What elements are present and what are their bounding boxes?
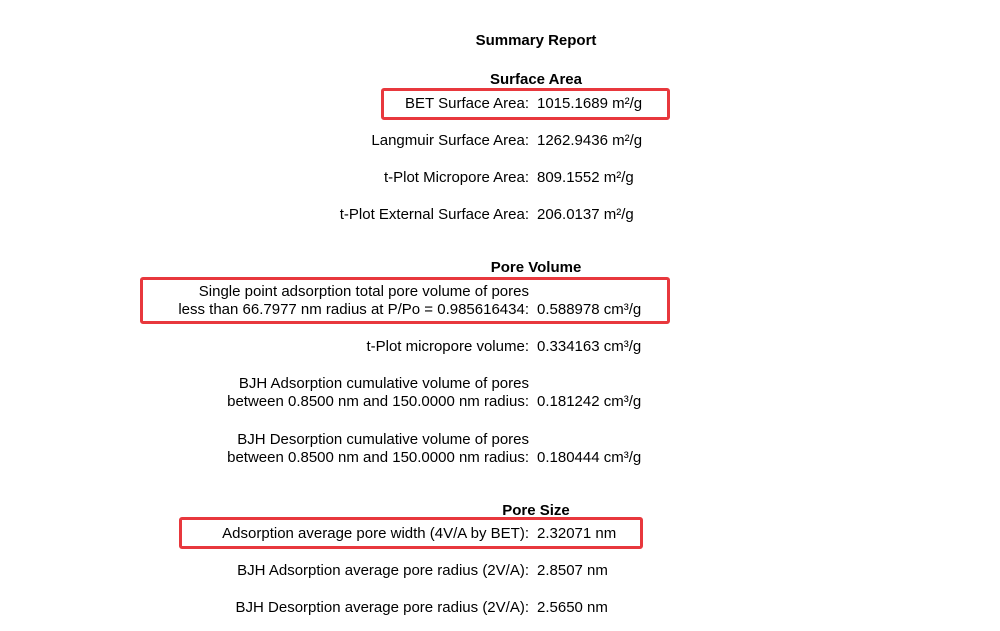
tplot-micropore-area-value: 809.1552 m²/g	[537, 169, 634, 186]
tplot-external-surface-area-label: t-Plot External Surface Area:	[339, 206, 529, 223]
bjh-desorption-pore-radius-label: BJH Desorption average pore radius (2V/A):	[235, 599, 529, 616]
single-point-volume-label-line1: Single point adsorption total pore volume of pores	[198, 283, 529, 300]
adsorption-pore-width-value: 2.32071 nm	[537, 525, 617, 542]
pore-volume-heading: Pore Volume	[490, 259, 582, 276]
bjh-adsorption-pore-radius-label: BJH Adsorption average pore radius (2V/A):	[237, 562, 529, 579]
single-point-volume-value: 0.588978 cm³/g	[537, 301, 642, 318]
bjh-desorption-volume-label-line1: BJH Desorption cumulative volume of pores	[237, 431, 529, 448]
bjh-desorption-volume-row	[0, 431, 1000, 467]
tplot-micropore-volume-row	[0, 338, 1000, 356]
bjh-adsorption-volume-label-line2: between 0.8500 nm and 150.0000 nm radius:	[227, 393, 529, 410]
bet-surface-area-value: 1015.1689 m²/g	[537, 95, 643, 112]
bet-surface-area-row	[0, 95, 1000, 113]
surface-area-heading: Surface Area	[490, 71, 582, 88]
bjh-desorption-volume-label-line2: between 0.8500 nm and 150.0000 nm radius:	[227, 449, 529, 466]
bet-surface-area-label: BET Surface Area:	[405, 95, 529, 112]
langmuir-surface-area-row	[0, 132, 1000, 150]
tplot-external-surface-area-value: 206.0137 m²/g	[537, 206, 634, 223]
tplot-micropore-area-row	[0, 169, 1000, 187]
tplot-micropore-volume-value: 0.334163 cm³/g	[537, 338, 642, 355]
bjh-desorption-pore-radius-row	[0, 599, 1000, 617]
langmuir-surface-area-value: 1262.9436 m²/g	[537, 132, 643, 149]
adsorption-pore-width-row	[0, 525, 1000, 543]
bjh-adsorption-volume-value: 0.181242 cm³/g	[537, 393, 642, 410]
single-point-volume-label-line2: less than 66.7977 nm radius at P/Po = 0.985616434:	[178, 301, 529, 318]
tplot-micropore-volume-label: t-Plot micropore volume:	[366, 338, 529, 355]
bjh-adsorption-pore-radius-row	[0, 562, 1000, 580]
bjh-desorption-pore-radius-value: 2.5650 nm	[537, 599, 608, 616]
bjh-adsorption-volume-label-line1: BJH Adsorption cumulative volume of pores	[238, 375, 529, 392]
tplot-external-surface-area-row	[0, 206, 1000, 224]
pore-size-heading: Pore Size	[502, 502, 570, 519]
langmuir-surface-area-label: Langmuir Surface Area:	[371, 132, 529, 149]
single-point-volume-row	[0, 283, 1000, 319]
adsorption-pore-width-label: Adsorption average pore width (4V/A by BET):	[222, 525, 529, 542]
report-title: Summary Report	[475, 32, 597, 49]
bjh-adsorption-pore-radius-value: 2.8507 nm	[537, 562, 608, 579]
bjh-adsorption-volume-row	[0, 375, 1000, 411]
bjh-desorption-volume-value: 0.180444 cm³/g	[537, 449, 642, 466]
tplot-micropore-area-label: t-Plot Micropore Area:	[383, 169, 529, 186]
